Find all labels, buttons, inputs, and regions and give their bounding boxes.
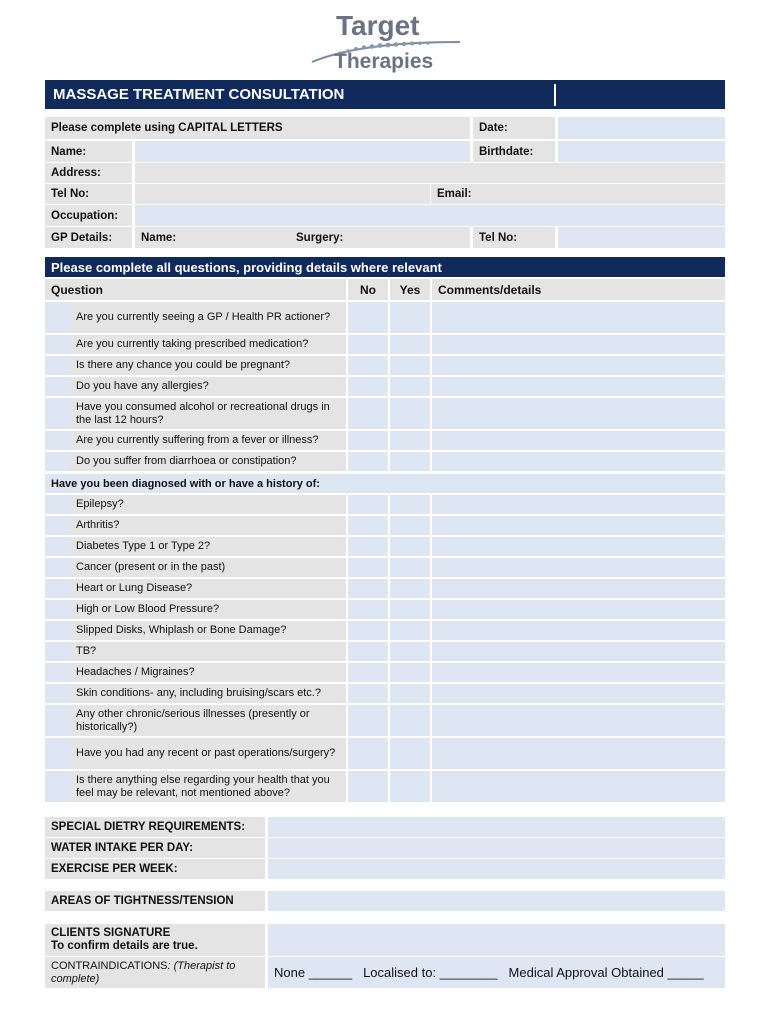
comments-cell[interactable] bbox=[432, 663, 725, 682]
answer-yes-cell[interactable] bbox=[390, 558, 430, 577]
logo-line2: Therapies bbox=[334, 50, 434, 73]
answer-no-cell[interactable] bbox=[348, 705, 388, 736]
date-field[interactable] bbox=[558, 117, 725, 139]
question-bullet-cell bbox=[45, 452, 69, 471]
instruction-text: Please complete using CAPITAL LETTERS bbox=[45, 117, 470, 139]
gp-surgery-label: Surgery: bbox=[290, 227, 470, 248]
comments-cell[interactable] bbox=[432, 579, 725, 598]
exercise-label: EXERCISE PER WEEK: bbox=[45, 859, 265, 879]
answer-no-cell[interactable] bbox=[348, 579, 388, 598]
answer-yes-cell[interactable] bbox=[390, 516, 430, 535]
comments-cell[interactable] bbox=[432, 684, 725, 703]
answer-yes-cell[interactable] bbox=[390, 431, 430, 450]
water-field[interactable] bbox=[268, 838, 725, 858]
name-label: Name: bbox=[45, 141, 132, 162]
question-bullet-cell bbox=[45, 738, 69, 769]
logo bbox=[300, 12, 470, 76]
answer-no-cell[interactable] bbox=[348, 558, 388, 577]
question-bullet-cell bbox=[45, 579, 69, 598]
comments-cell[interactable] bbox=[432, 642, 725, 661]
answer-no-cell[interactable] bbox=[348, 377, 388, 396]
question-bullet-cell bbox=[45, 558, 69, 577]
column-question: Question bbox=[45, 279, 346, 300]
question-bullet-cell bbox=[45, 600, 69, 619]
answer-yes-cell[interactable] bbox=[390, 705, 430, 736]
answer-no-cell[interactable] bbox=[348, 516, 388, 535]
comments-cell[interactable] bbox=[432, 495, 725, 514]
question-text: Headaches / Migraines? bbox=[45, 663, 346, 682]
question-bullet-cell bbox=[45, 377, 69, 396]
comments-cell[interactable] bbox=[432, 335, 725, 354]
answer-no-cell[interactable] bbox=[348, 738, 388, 769]
answer-no-cell[interactable] bbox=[348, 684, 388, 703]
comments-cell[interactable] bbox=[432, 302, 725, 333]
question-bullet-cell bbox=[45, 705, 69, 736]
answer-no-cell[interactable] bbox=[348, 335, 388, 354]
gp-details-label: GP Details: bbox=[45, 227, 132, 248]
address-label: Address: bbox=[45, 163, 132, 183]
answer-yes-cell[interactable] bbox=[390, 738, 430, 769]
occupation-field[interactable] bbox=[135, 205, 725, 226]
comments-cell[interactable] bbox=[432, 356, 725, 375]
question-bullet-cell bbox=[45, 335, 69, 354]
answer-no-cell[interactable] bbox=[348, 771, 388, 802]
comments-cell[interactable] bbox=[432, 516, 725, 535]
question-bullet-cell bbox=[45, 302, 69, 333]
answer-no-cell[interactable] bbox=[348, 663, 388, 682]
answer-yes-cell[interactable] bbox=[390, 302, 430, 333]
question-text: Is there anything else regarding your health that you feel may be relevant, not mentioned above? bbox=[45, 771, 346, 802]
question-bullet-cell bbox=[45, 771, 69, 802]
question-text: Have you had any recent or past operations/surgery? bbox=[45, 738, 346, 769]
question-bullet-cell bbox=[45, 684, 69, 703]
question-bullet-cell bbox=[45, 537, 69, 556]
question-bullet-cell bbox=[45, 516, 69, 535]
title-divider bbox=[554, 84, 556, 106]
question-bullet-cell bbox=[45, 398, 69, 429]
contra-localised: Localised to: ________ bbox=[363, 965, 498, 980]
birthdate-field[interactable] bbox=[558, 141, 725, 162]
answer-yes-cell[interactable] bbox=[390, 452, 430, 471]
contraindications-field[interactable] bbox=[268, 957, 725, 988]
question-bullet-cell bbox=[45, 431, 69, 450]
answer-yes-cell[interactable] bbox=[390, 335, 430, 354]
question-bullet-cell bbox=[45, 495, 69, 514]
column-comments: Comments/details bbox=[432, 279, 725, 300]
comments-cell[interactable] bbox=[432, 431, 725, 450]
tel-label: Tel No: bbox=[45, 184, 132, 204]
comments-cell[interactable] bbox=[432, 771, 725, 802]
email-label: Email: bbox=[431, 184, 725, 204]
question-bullet-cell bbox=[45, 621, 69, 640]
answer-yes-cell[interactable] bbox=[390, 356, 430, 375]
answer-yes-cell[interactable] bbox=[390, 398, 430, 429]
water-label: WATER INTAKE PER DAY: bbox=[45, 838, 265, 858]
question-text: Heart or Lung Disease? bbox=[45, 579, 346, 598]
question-text: Slipped Disks, Whiplash or Bone Damage? bbox=[45, 621, 346, 640]
exercise-field[interactable] bbox=[268, 859, 725, 879]
tel-field[interactable] bbox=[135, 184, 430, 204]
column-yes: Yes bbox=[390, 279, 430, 300]
answer-no-cell[interactable] bbox=[348, 621, 388, 640]
comments-cell[interactable] bbox=[432, 600, 725, 619]
gp-name-label: Name: bbox=[135, 227, 290, 248]
question-bullet-cell bbox=[45, 663, 69, 682]
contra-medical: Medical Approval Obtained _____ bbox=[508, 965, 704, 980]
gp-tel-field[interactable] bbox=[558, 227, 725, 248]
comments-cell[interactable] bbox=[432, 452, 725, 471]
diet-field[interactable] bbox=[268, 817, 725, 837]
logo-line1: Target bbox=[336, 10, 420, 41]
answer-yes-cell[interactable] bbox=[390, 621, 430, 640]
answer-yes-cell[interactable] bbox=[390, 642, 430, 661]
question-text: Are you currently seeing a GP / Health PR actioner? bbox=[45, 302, 346, 333]
question-text: High or Low Blood Pressure? bbox=[45, 600, 346, 619]
answer-no-cell[interactable] bbox=[348, 452, 388, 471]
name-field[interactable] bbox=[135, 141, 470, 162]
address-field[interactable] bbox=[135, 163, 725, 183]
date-label: Date: bbox=[473, 117, 555, 139]
question-text: Cancer (present or in the past) bbox=[45, 558, 346, 577]
answer-no-cell[interactable] bbox=[348, 302, 388, 333]
comments-cell[interactable] bbox=[432, 705, 725, 736]
comments-cell[interactable] bbox=[432, 398, 725, 429]
answer-yes-cell[interactable] bbox=[390, 537, 430, 556]
signature-field[interactable] bbox=[268, 924, 725, 956]
answer-no-cell[interactable] bbox=[348, 398, 388, 429]
comments-cell[interactable] bbox=[432, 537, 725, 556]
question-text: Do you suffer from diarrhoea or constipation? bbox=[45, 452, 346, 471]
history-label: Have you been diagnosed with or have a history of: bbox=[45, 474, 725, 493]
question-text: TB? bbox=[45, 642, 346, 661]
question-text: Any other chronic/serious illnesses (presently or historically?) bbox=[45, 705, 346, 736]
answer-yes-cell[interactable] bbox=[390, 579, 430, 598]
column-no: No bbox=[348, 279, 388, 300]
question-text: Epilepsy? bbox=[45, 495, 346, 514]
contra-none: None ______ bbox=[274, 965, 353, 980]
answer-yes-cell[interactable] bbox=[390, 600, 430, 619]
answer-yes-cell[interactable] bbox=[390, 684, 430, 703]
comments-cell[interactable] bbox=[432, 377, 725, 396]
diet-label: SPECIAL DIETRY REQUIREMENTS: bbox=[45, 817, 265, 837]
question-bullet-cell bbox=[45, 356, 69, 375]
form-title: MASSAGE TREATMENT CONSULTATION bbox=[45, 80, 725, 109]
question-text: Have you consumed alcohol or recreational drugs in the last 12 hours? bbox=[45, 398, 346, 429]
answer-yes-cell[interactable] bbox=[390, 495, 430, 514]
contraindications-label: CONTRAINDICATIONS: (Therapist to complete) bbox=[45, 957, 265, 988]
answer-no-cell[interactable] bbox=[348, 600, 388, 619]
gp-tel-label: Tel No: bbox=[473, 227, 555, 248]
questions-header: Please complete all questions, providing details where relevant bbox=[45, 257, 725, 277]
answer-no-cell[interactable] bbox=[348, 537, 388, 556]
comments-cell[interactable] bbox=[432, 621, 725, 640]
question-text: Skin conditions- any, including bruising/scars etc.? bbox=[45, 684, 346, 703]
answer-yes-cell[interactable] bbox=[390, 377, 430, 396]
question-text: Arthritis? bbox=[45, 516, 346, 535]
answer-no-cell[interactable] bbox=[348, 495, 388, 514]
occupation-label: Occupation: bbox=[45, 205, 132, 226]
signature-label: CLIENTS SIGNATURE To confirm details are true. bbox=[45, 924, 265, 956]
answer-no-cell[interactable] bbox=[348, 356, 388, 375]
question-text: Diabetes Type 1 or Type 2? bbox=[45, 537, 346, 556]
birthdate-label: Birthdate: bbox=[473, 141, 555, 162]
question-bullet-cell bbox=[45, 642, 69, 661]
tightness-label: AREAS OF TIGHTNESS/TENSION bbox=[45, 891, 265, 911]
answer-no-cell[interactable] bbox=[348, 431, 388, 450]
question-text: Do you have any allergies? bbox=[45, 377, 346, 396]
question-text: Is there any chance you could be pregnant? bbox=[45, 356, 346, 375]
answer-no-cell[interactable] bbox=[348, 642, 388, 661]
answer-yes-cell[interactable] bbox=[390, 771, 430, 802]
tightness-field[interactable] bbox=[268, 891, 725, 911]
answer-yes-cell[interactable] bbox=[390, 663, 430, 682]
question-text: Are you currently taking prescribed medication? bbox=[45, 335, 346, 354]
question-text: Are you currently suffering from a fever or illness? bbox=[45, 431, 346, 450]
comments-cell[interactable] bbox=[432, 558, 725, 577]
comments-cell[interactable] bbox=[432, 738, 725, 769]
